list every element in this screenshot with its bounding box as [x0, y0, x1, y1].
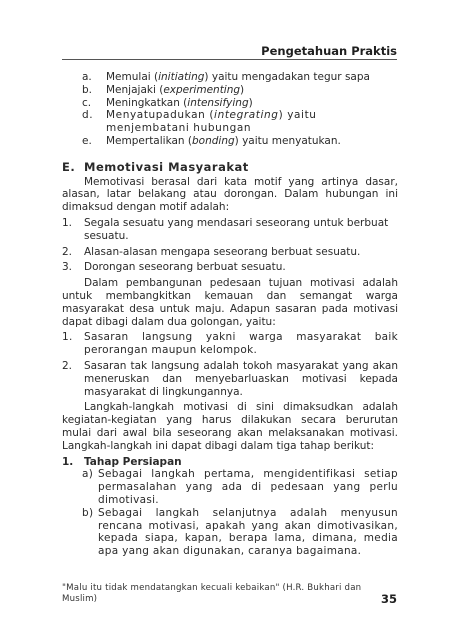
list-item: b. Menjajaki (experimenting): [82, 83, 245, 96]
list-marker: b.: [82, 83, 93, 96]
paragraph: Langkah-langkah motivasi di sini dimaksudkan adalah kegiatan-kegiatan yang harus dilakukan secara berurutan mulai dari awal bila seseorang akan melaksanakan motivasi. Langkah-langkah ini dapat dibagi dalam tiga tahap berikut:: [62, 401, 398, 452]
header-rule: [62, 59, 397, 60]
section-heading: [62, 161, 398, 174]
section-marker: E.: [62, 159, 76, 174]
page-number: 35: [380, 592, 397, 606]
list-marker: e.: [82, 134, 92, 147]
list-marker: a): [82, 468, 94, 481]
list-marker: a.: [82, 71, 92, 83]
list-marker: b): [82, 506, 94, 519]
list-item: a. Memulai (initiating) yaitu mengadakan tegur sapa: [82, 71, 370, 83]
list-item: b) Sebagai langkah selanjutnya adalah menyusun rencana motivasi, apakah yang akan dimotivasikan, kepada siapa, kapan, berapa lama, dimana, media apa yang akan digunakan, caranya bagaimana.: [82, 506, 398, 558]
list-item: c. Meningkatkan (intensifying): [82, 96, 253, 109]
term-english: intensifying: [187, 96, 249, 109]
term-english: initiating: [158, 71, 205, 83]
stage-list: [62, 71, 398, 148]
paragraph: Memotivasi berasal dari kata motif yang artinya dasar, alasan, latar belakang atau dorongan. Dalam hubungan ini dimaksud dengan motif adalah:: [62, 175, 398, 214]
list-marker: 2.: [62, 359, 73, 372]
subsection-title: Tahap Persiapan: [84, 455, 182, 468]
list-marker: c.: [82, 96, 92, 109]
stage-items: [62, 468, 398, 558]
list-item: d. Menyatupadukan (integrating) yaitu menjembatani hubungan: [82, 109, 317, 135]
list-marker: 1.: [62, 216, 73, 229]
list-marker: 1.: [62, 331, 73, 344]
term-english: integrating: [214, 109, 279, 122]
list-item: 2. Sasaran tak langsung adalah tokoh masyarakat yang akan meneruskan dan menyebarluaskan motivasi kepada masyarakat di lingkungannya.: [62, 359, 398, 398]
list-item: 1. Sasaran langsung yakni warga masyarakat baik perorangan maupun kelompok.: [62, 331, 398, 357]
list-item: 3. Dorongan seseorang berbuat sesuatu.: [62, 261, 286, 274]
list-item: e. Mempertalikan (bonding) yaitu menyatukan.: [82, 134, 341, 147]
subsection-heading: [62, 456, 398, 469]
list-item: 2. Alasan-alasan mengapa seseorang berbuat sesuatu.: [62, 245, 361, 258]
term-english: experimenting: [163, 83, 241, 96]
list-item: a) Sebagai langkah pertama, mengidentifikasi setiap permasalahan yang ada di pedesaan yang perlu dimotivasi.: [82, 468, 398, 506]
subsection-marker: 1.: [62, 455, 74, 468]
list-item: 1. Segala sesuatu yang mendasari seseorang untuk berbuat sesuatu.: [62, 216, 389, 242]
paragraph: Dalam pembangunan pedesaan tujuan motivasi adalah untuk membangkitkan kemauan dan semangat warga masyarakat desa untuk maju. Adapun sasaran pada motivasi dapat dibagi dalam dua golongan, yaitu:: [62, 277, 398, 328]
list-marker: 3.: [62, 261, 73, 274]
page-content: [62, 71, 398, 558]
motif-list: [62, 217, 398, 274]
footer-quote: "Malu itu tidak mendatangkan kecuali kebaikan" (H.R. Bukhari dan Muslim): [62, 583, 362, 604]
section-title: Memotivasi Masyarakat: [84, 159, 249, 174]
running-header: Pengetahuan Praktis: [261, 44, 397, 58]
list-marker: d.: [82, 109, 94, 122]
term-english: bonding: [192, 134, 235, 147]
list-marker: 2.: [62, 245, 73, 258]
target-list: [62, 331, 398, 398]
